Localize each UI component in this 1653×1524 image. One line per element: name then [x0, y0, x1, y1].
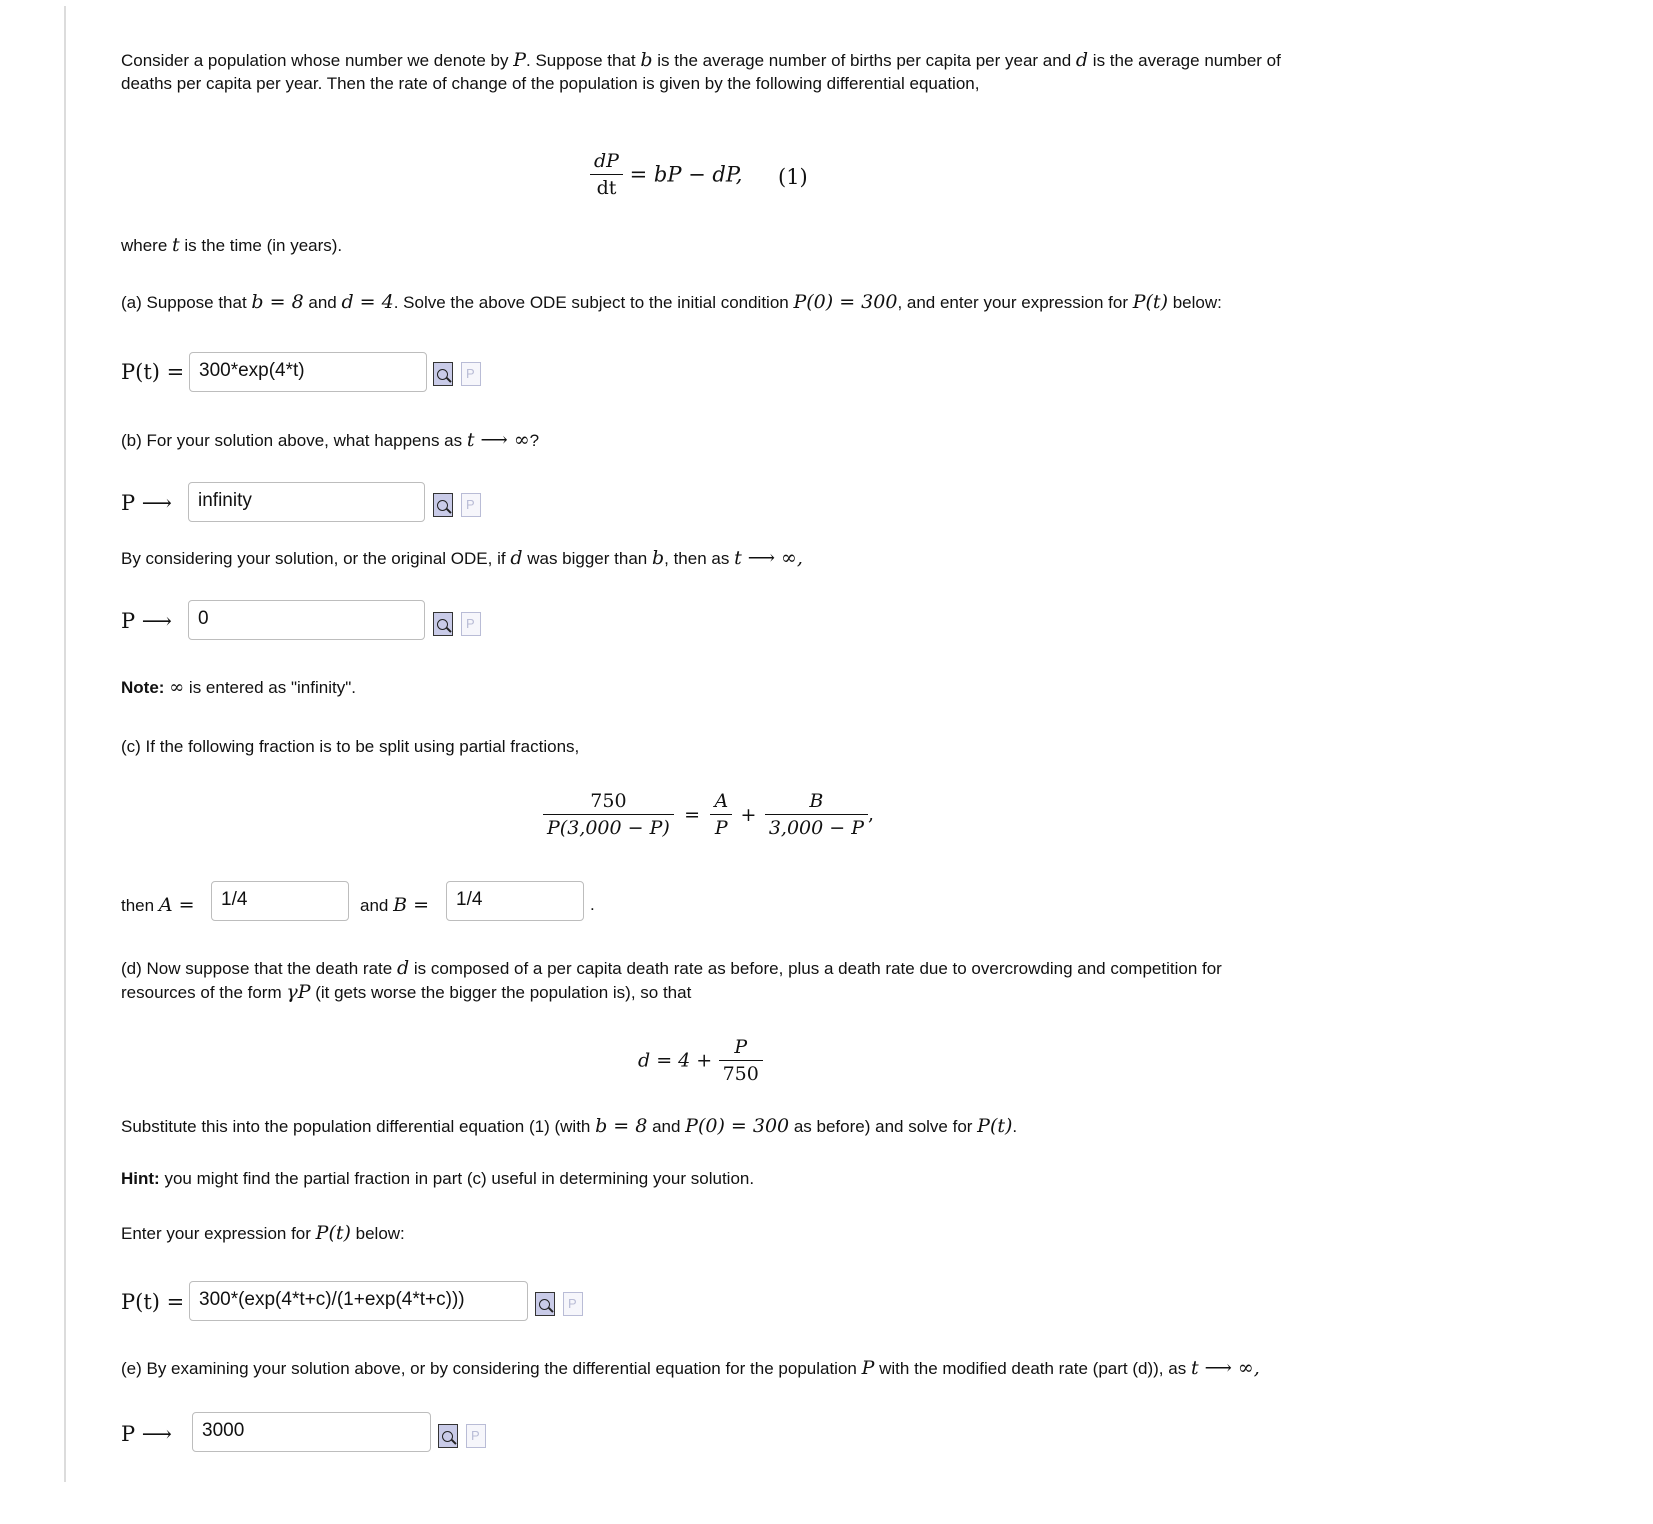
part-b-answer-input-2[interactable]: 0	[188, 600, 425, 640]
preview-icon[interactable]	[433, 612, 453, 636]
part-b-label: P ⟶	[121, 491, 172, 515]
part-c-a-input[interactable]: 1/4	[211, 881, 349, 921]
part-c-then: then A =	[121, 894, 195, 916]
left-margin-rule	[64, 6, 66, 1482]
part-c-and: and B =	[360, 894, 430, 916]
answer-doc-icon	[466, 1424, 486, 1448]
equation-1: $\frac{dP}{dt}$ = bP − dP,	[590, 150, 742, 199]
part-a-answer-input[interactable]: 300*exp(4*t)	[189, 352, 427, 392]
preview-icon[interactable]	[433, 362, 453, 386]
equation-1-tag: (1)	[778, 165, 808, 189]
preview-icon[interactable]	[433, 493, 453, 517]
part-b-answer-input[interactable]: infinity	[188, 482, 425, 522]
part-d-enter: Enter your expression for P(t) below:	[121, 1222, 405, 1244]
hint: Hint: you might find the partial fraction in part (c) useful in determining your solution.	[121, 1169, 755, 1188]
part-b-label-2: P ⟶	[121, 609, 172, 633]
part-d-label: P(t) =	[121, 1290, 185, 1314]
part-d-line-2: resources of the form γP (it gets worse the bigger the population is), so that	[121, 981, 692, 1003]
part-a-label: P(t) =	[121, 360, 185, 384]
part-e-label: P ⟶	[121, 1422, 172, 1446]
part-e-answer-input[interactable]: 3000	[192, 1412, 431, 1452]
part-d-line-1: (d) Now suppose that the death rate d is composed of a per capita death rate as before, plus a death rate due to overcrowding and competition for	[121, 957, 1222, 979]
answer-doc-icon	[461, 362, 481, 386]
part-c-period: .	[590, 895, 595, 914]
note: Note: ∞ is entered as "infinity".	[121, 677, 356, 698]
part-b-question: (b) For your solution above, what happens as t ⟶ ∞?	[121, 429, 540, 451]
preview-icon[interactable]	[535, 1292, 555, 1316]
part-c-intro: (c) If the following fraction is to be split using partial fractions,	[121, 737, 580, 756]
part-d-answer-input[interactable]: 300*(exp(4*t+c)/(1+exp(4*t+c)))	[189, 1281, 528, 1321]
part-c-b-input[interactable]: 1/4	[446, 881, 584, 921]
part-d-substitute: Substitute this into the population differential equation (1) (with b = 8 and P(0) = 300 as before) and solve for P(t).	[121, 1115, 1018, 1137]
intro-line-1: Consider a population whose number we denote by P. Suppose that b is the average number of births per capita per year and d is the average number of	[121, 49, 1281, 71]
death-rate-equation: d = 4 + $\frac{P}{750}$	[638, 1036, 763, 1085]
intro-line-2: deaths per capita per year. Then the rate of change of the population is given by the following differential equation,	[121, 74, 980, 93]
part-b-consider: By considering your solution, or the original ODE, if d was bigger than b, then as t ⟶ ∞,	[121, 547, 803, 569]
part-e-question: (e) By examining your solution above, or by considering the differential equation for the population P with the modified death rate (part (d)), as t ⟶ ∞,	[121, 1357, 1260, 1379]
preview-icon[interactable]	[438, 1424, 458, 1448]
answer-doc-icon	[563, 1292, 583, 1316]
partial-fraction-equation: $\frac{750}{P(3,000 - P)}$ = $\frac{A}{P}$ + $\frac{B}{3,000 - P}$ ,	[543, 790, 874, 839]
part-a-question: (a) Suppose that b = 8 and d = 4. Solve the above ODE subject to the initial condition P(0) = 300, and enter your expression for P(t) below:	[121, 291, 1222, 313]
where-text: where t is the time (in years).	[121, 234, 343, 256]
answer-doc-icon	[461, 493, 481, 517]
answer-doc-icon	[461, 612, 481, 636]
